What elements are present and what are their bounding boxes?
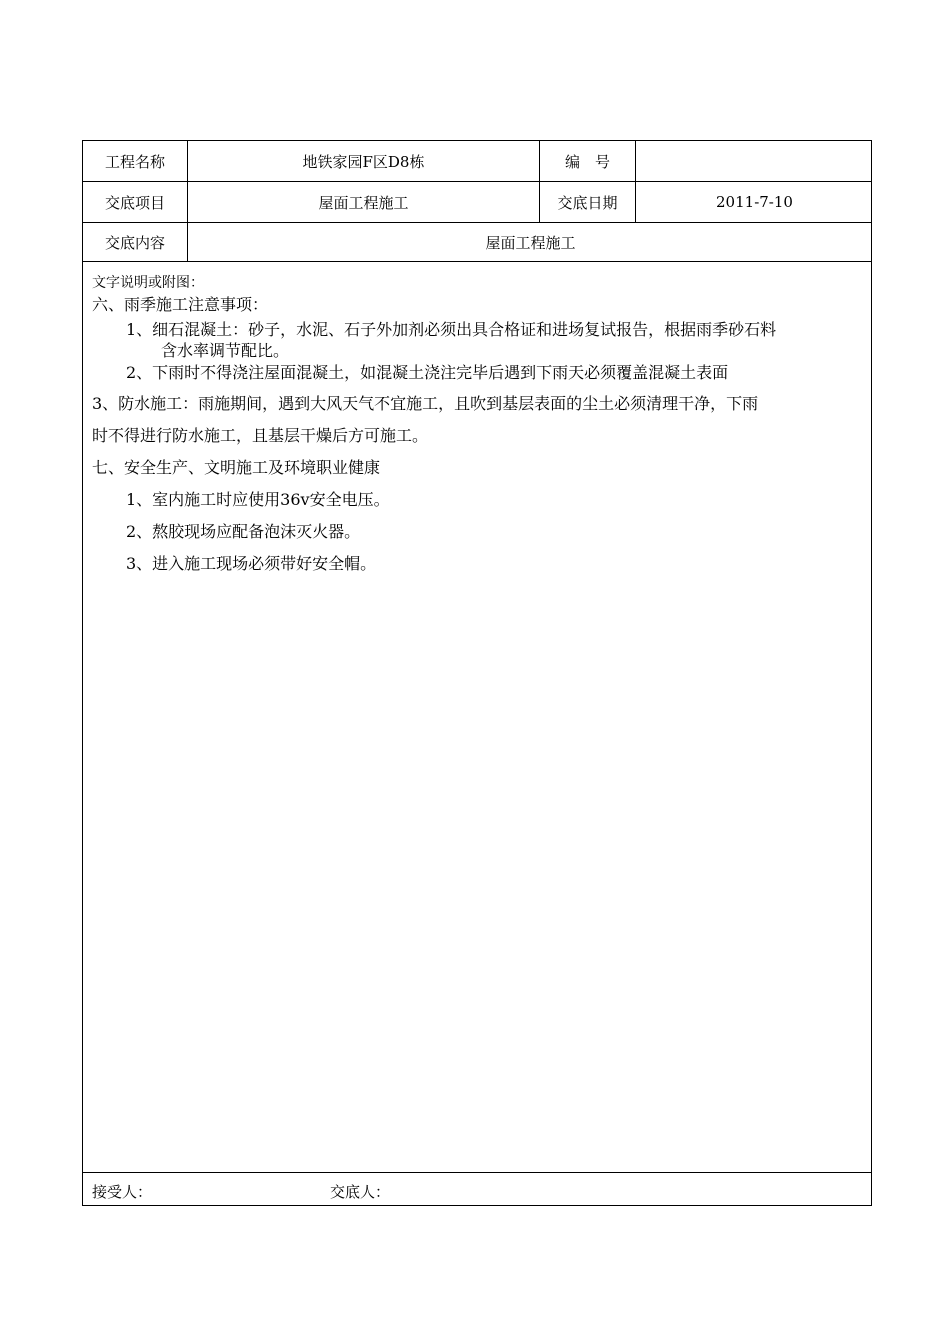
project-name-value: 地铁家园F区D8栋 [188, 141, 540, 181]
content-line: 七、安全生产、文明施工及环境职业健康 [92, 458, 381, 477]
disclosure-item-label: 交底项目 [83, 182, 188, 222]
disclosure-date-value: 2011-7-10 [716, 193, 793, 211]
disclosure-date-label: 交底日期 [540, 182, 636, 222]
header-row-project [83, 141, 871, 182]
signature-row [83, 1172, 871, 1205]
content-body [83, 262, 871, 1174]
header-row-item [83, 182, 871, 223]
content-line: 3、防水施工：雨施期间，遇到大风天气不宜施工，且吹到基层表面的尘土必须清理干净，下雨 [92, 394, 759, 413]
disclosure-content-value: 屋面工程施工 [485, 233, 576, 252]
disclosure-form [82, 140, 872, 1206]
header-row-content [83, 223, 871, 262]
content-line: 时不得进行防水施工，且基层干燥后方可施工。 [92, 426, 429, 445]
content-line: 含水率调节配比。 [161, 341, 290, 360]
serial-number-label: 编 号 [540, 141, 636, 181]
disclosure-item-value: 屋面工程施工 [188, 182, 540, 222]
content-line: 2、熬胶现场应配备泡沫灭火器。 [126, 522, 361, 541]
content-line: 1、室内施工时应使用36v安全电压。 [126, 490, 390, 509]
serial-number-value [636, 141, 873, 181]
content-line: 六、雨季施工注意事项： [92, 295, 269, 314]
content-line: 3、进入施工现场必须带好安全帽。 [126, 554, 377, 573]
caption-text: 文字说明或附图： [92, 275, 204, 291]
content-line: 2、下雨时不得浇注屋面混凝土，如混凝土浇注完毕后遇到下雨天必须覆盖混凝土表面 [126, 363, 729, 382]
project-name-label: 工程名称 [83, 141, 188, 181]
disclosure-content-label: 交底内容 [83, 223, 188, 261]
content-line: 1、细石混凝土：砂子，水泥、石子外加剂必须出具合格证和进场复试报告，根据雨季砂石料 [126, 320, 777, 339]
discloser-label: 交底人： [330, 1183, 391, 1201]
receiver-label: 接受人： [92, 1183, 153, 1201]
